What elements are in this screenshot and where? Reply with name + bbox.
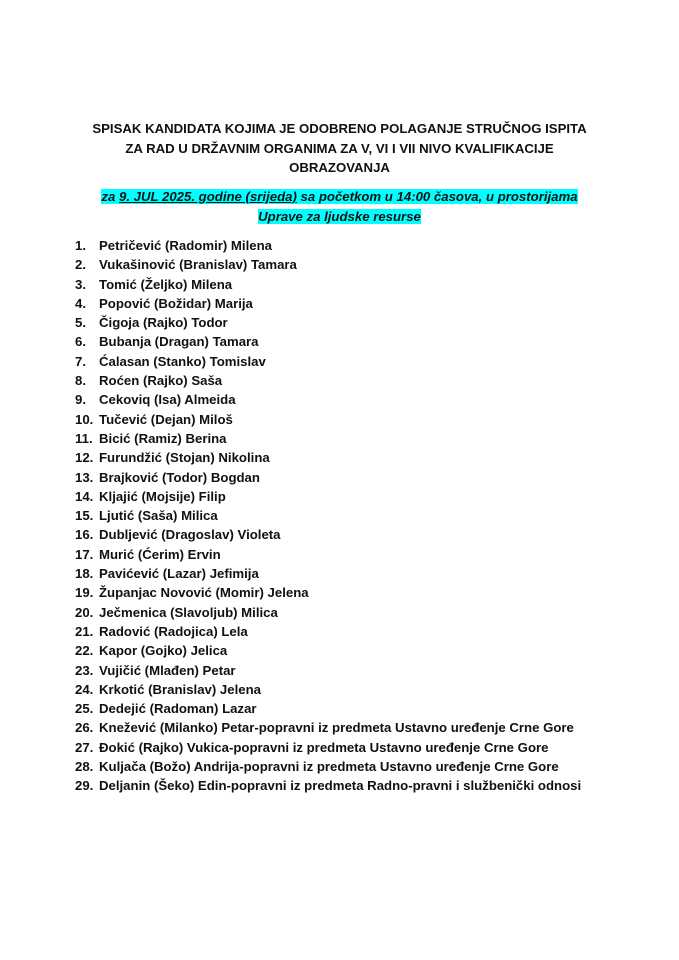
list-item [75,410,623,429]
list-item-number: 14. [75,488,94,504]
list-item [75,294,623,313]
candidate-name: Krkotić (Branislav) Jelena [99,681,261,697]
list-item [75,332,623,351]
list-item-number: 19. [75,585,94,601]
candidate-name: Bubanja (Dragan) Tamara [99,334,259,350]
list-item [75,757,623,776]
candidate-name: Kapor (Gojko) Jelica [99,643,228,659]
title-line-2: ZA RAD U DRŽAVNIM ORGANIMA ZA V, VI I VII NIVO KVALIFIKACIJE [125,140,554,156]
list-item-number: 29. [75,778,94,794]
list-item-number: 13. [75,469,94,485]
candidate-name: Ćalasan (Stanko) Tomislav [99,353,266,369]
list-item [75,699,623,718]
list-item-number: 11. [75,430,93,446]
candidate-name: Popović (Božidar) Marija [99,295,253,311]
list-item-number: 3. [75,276,86,292]
candidate-name: Đokić (Rajko) Vukica-popravni iz predmeta Ustavno uređenje Crne Gore [99,739,549,755]
list-item-number: 17. [75,546,94,562]
candidate-name: Čigoja (Rajko) Todor [99,315,228,331]
candidate-list [75,236,623,796]
list-item [75,352,623,371]
list-item-number: 28. [75,759,94,775]
schedule-time-location: sa početkom u 14:00 časova, u prostorijama [296,189,578,204]
list-item [75,448,623,467]
list-item [75,255,623,274]
candidate-name: Radović (Radojica) Lela [99,623,248,639]
title-line-3: OBRAZOVANJA [289,160,390,175]
title-line-1: SPISAK KANDIDATA KOJIMA JE ODOBRENO POLAGANJE STRUČNOG ISPITA [92,121,587,136]
schedule-venue: Uprave za ljudske resurse [258,208,421,224]
schedule-line-1 [30,187,649,207]
list-item [75,487,623,506]
candidate-name: Tučević (Dejan) Miloš [99,411,233,427]
list-item-number: 26. [75,720,94,736]
candidate-name: Tomić (Željko) Milena [99,276,233,292]
list-item [75,275,623,294]
candidate-name: Knežević (Milanko) Petar-popravni iz predmeta Ustavno uređenje Crne Gore [99,720,574,736]
list-item-number: 24. [75,681,94,697]
list-item-number: 16. [75,527,94,543]
list-item [75,583,623,602]
candidate-name: Ljutić (Saša) Milica [99,508,218,524]
candidate-name: Kljajić (Mojsije) Filip [99,488,226,504]
list-item-number: 10. [75,411,94,427]
list-item [75,313,623,332]
document-title [40,119,639,178]
list-item [75,236,623,255]
schedule-line-2 [30,207,649,227]
list-item [75,564,623,583]
candidate-name: Murić (Ćerim) Ervin [99,546,221,562]
list-item-number: 6. [75,334,86,350]
list-item-number: 23. [75,662,94,678]
list-item [75,680,623,699]
list-item [75,622,623,641]
list-item-number: 2. [75,257,86,273]
list-item-number: 12. [75,450,94,466]
list-item-number: 18. [75,566,94,582]
list-item [75,718,623,737]
list-item-number: 8. [75,373,86,389]
list-item [75,603,623,622]
candidate-name: Dedejić (Radoman) Lazar [99,701,257,717]
schedule-prefix: za [101,189,119,204]
candidate-name: Ječmenica (Slavoljub) Milica [99,604,278,620]
list-item-number: 7. [75,353,86,369]
list-item-number: 21. [75,623,94,639]
list-item-number: 4. [75,295,86,311]
candidate-name: Deljanin (Šeko) Edin-popravni iz predmeta Radno-pravni i službenički odnosi [99,778,582,794]
list-item [75,545,623,564]
list-item-number: 1. [75,238,86,253]
list-item [75,641,623,660]
list-item-number: 15. [75,508,94,524]
list-item-number: 20. [75,604,94,620]
candidate-name: Vukašinović (Branislav) Tamara [99,257,297,273]
candidate-name: Pavićević (Lazar) Jefimija [99,566,259,582]
list-item [75,776,623,795]
candidate-name: Brajković (Todor) Bogdan [99,469,260,485]
candidate-name: Vujičić (Mlađen) Petar [99,662,236,678]
exam-schedule [30,187,649,226]
list-item [75,468,623,487]
candidate-name: Bicić (Ramiz) Berina [99,430,227,446]
list-item-number: 27. [75,739,94,755]
list-item-number: 9. [75,392,86,408]
list-item-number: 25. [75,701,94,717]
candidate-name: Roćen (Rajko) Saša [99,373,223,389]
candidate-name: Cekoviq (Isa) Almeida [99,392,236,408]
list-item [75,506,623,525]
exam-date: 9. JUL 2025. godine (srijeda) [119,189,297,204]
candidate-name: Furundžić (Stojan) Nikolina [99,450,270,466]
candidate-name: Županjac Novović (Momir) Jelena [99,585,309,601]
list-item [75,390,623,409]
list-item-number: 22. [75,643,94,659]
candidate-name: Kuljača (Božo) Andrija-popravni iz predmeta Ustavno uređenje Crne Gore [99,759,559,775]
list-item [75,429,623,448]
candidate-name: Dubljević (Dragoslav) Violeta [99,527,281,543]
list-item [75,371,623,390]
list-item [75,525,623,544]
list-item [75,661,623,680]
list-item-number: 5. [75,315,86,331]
candidate-name: Petričević (Radomir) Milena [99,238,272,253]
list-item [75,738,623,757]
